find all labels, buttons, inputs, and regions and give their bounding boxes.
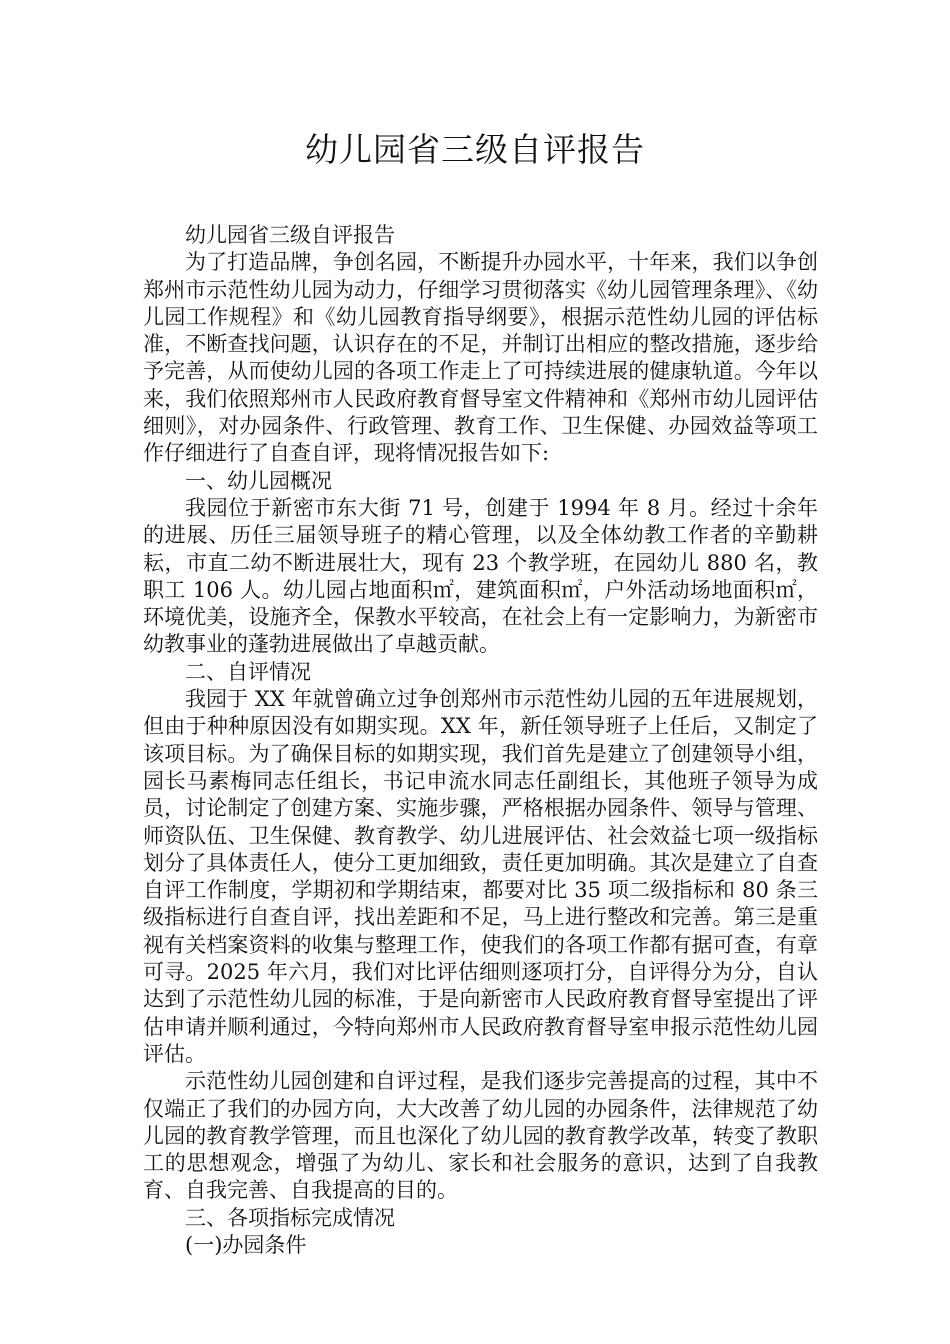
- document-body: [143, 222, 818, 1259]
- document-title: 幼儿园省三级自评报告: [305, 130, 645, 169]
- overview-paragraph: 我园位于新密市东大街 71 号，创建于 1994 年 8 月。经过十余年的进展、历任三届领导班子的精心管理，以及全体幼教工作者的辛勤耕耘，市直二幼不断进展壮大，现有 23 个教学班，在园幼儿 880 名，教职工 106 人。幼儿园占地面积㎡，建筑面积㎡，户外活动场地面积㎡，环境优美，设施齐全，保教水平较高，在社会上有一定影响力，为新密市幼教事业的蓬勃进展做出了卓越贡献。: [143, 495, 818, 657]
- intro-paragraph: 为了打造品牌，争创名园，不断提升办园水平，十年来，我们以争创郑州市示范性幼儿园为动力，仔细学习贯彻落实《幼儿园管理条理》、《幼儿园工作规程》和《幼儿园教育指导纲要》，根据示范性幼儿园的评估标准，不断查找问题，认识存在的不足，并制订出相应的整改措施，逐步给予完善，从而使幼儿园的各项工作走上了可持续进展的健康轨道。今年以来，我们依照郑州市人民政府教育督导室文件精神和《郑州市幼儿园评估细则》，对办园条件、行政管理、教育工作、卫生保健、办园效益等项工作仔细进行了自查自评，现将情况报告如下:: [143, 250, 818, 466]
- section-heading-self-evaluation: 二、自评情况: [185, 659, 311, 684]
- section-heading-indicators: 三、各项指标完成情况: [185, 1205, 395, 1230]
- subsection-heading-conditions: (一)办园条件: [185, 1232, 307, 1257]
- section-heading-overview: 一、幼儿园概况: [185, 468, 332, 493]
- summary-paragraph: 示范性幼儿园创建和自评过程，是我们逐步完善提高的过程，其中不仅端正了我们的办园方向，大大改善了幼儿园的办园条件，法律规范了幼儿园的教育教学管理，而且也深化了幼儿园的教育教学改革，转变了教职工的思想观念，增强了为幼儿、家长和社会服务的意识，达到了自我教育、自我完善、自我提高的目的。: [143, 1069, 818, 1203]
- subtitle-paragraph: 幼儿园省三级自评报告: [185, 223, 395, 247]
- self-evaluation-paragraph: 我园于 XX 年就曾确立过争创郑州市示范性幼儿园的五年进展规划，但由于种种原因没有如期实现。XX 年，新任领导班子上任后，又制定了该项目标。为了确保目标的如期实现，我们首先是建立了创建领导小组，园长马素梅同志任组长，书记申流水同志任副组长，其他班子领导为成员，讨论制定了创建方案、实施步骤，严格根据办园条件、领导与管理、师资队伍、卫生保健、教育教学、幼儿进展评估、社会效益七项一级指标划分了具体责任人，使分工更加细致，责任更加明确。其次是建立了自查自评工作制度，学期初和学期结束，都要对比 35 项二级指标和 80 条三级指标进行自查自评，找出差距和不足，马上进行整改和完善。第三是重视有关档案资料的收集与整理工作，使我们的各项工作都有据可查，有章可寻。2025 年六月，我们对比评估细则逐项打分，自评得分为分，自认达到了示范性幼儿园的标准，于是向新密市人民政府教育督导室提出了评估申请并顺利通过，今特向郑州市人民政府教育督导室申报示范性幼儿园评估。: [143, 687, 818, 1066]
